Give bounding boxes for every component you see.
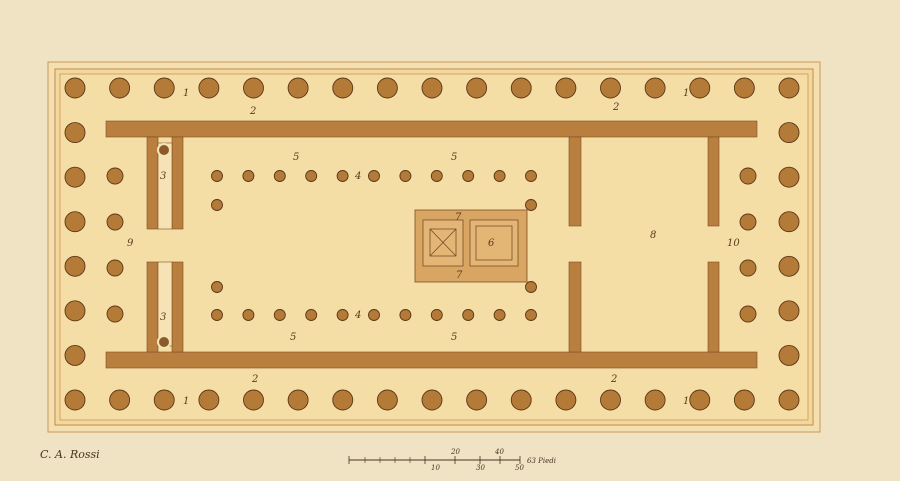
cella-column — [243, 171, 254, 182]
peristyle-column — [779, 123, 799, 143]
porch-column-west — [107, 168, 123, 184]
porch-column-east — [740, 306, 756, 322]
scale-label-50: 50 — [515, 464, 524, 472]
peristyle-column — [65, 256, 85, 276]
label-10: 10 — [727, 238, 740, 249]
artist-signature: C. A. Rossi — [40, 448, 100, 461]
peristyle-column — [65, 123, 85, 143]
cella-column — [274, 310, 285, 321]
cella-column — [494, 171, 505, 182]
peristyle-column — [690, 78, 710, 98]
label-2: 2 — [250, 106, 257, 117]
cella-column — [369, 310, 380, 321]
scale-label-40: 40 — [495, 448, 504, 456]
peristyle-column — [467, 78, 487, 98]
west-anta-bottom-2 — [172, 262, 183, 352]
label-7: 7 — [455, 212, 462, 223]
peristyle-column — [65, 78, 85, 98]
label-3: 3 — [160, 171, 167, 182]
cella-column — [274, 171, 285, 182]
cella-column — [306, 171, 317, 182]
peristyle-column — [556, 78, 576, 98]
peristyle-column — [110, 78, 130, 98]
peristyle-column — [65, 167, 85, 187]
cella-column — [463, 171, 474, 182]
south-wall — [106, 352, 757, 368]
cella-column — [369, 171, 380, 182]
peristyle-column — [645, 390, 665, 410]
peristyle-column — [779, 256, 799, 276]
cella-column — [212, 310, 223, 321]
cella-column — [243, 310, 254, 321]
porch-column-east — [740, 168, 756, 184]
peristyle-column — [511, 78, 531, 98]
scale-label-63-piedi: 63 Piedi — [527, 457, 556, 465]
peristyle-column — [734, 78, 754, 98]
peristyle-column — [511, 390, 531, 410]
label-1: 1 — [683, 396, 690, 407]
cella-column — [400, 310, 411, 321]
peristyle-column — [154, 390, 174, 410]
cella-column — [526, 200, 537, 211]
east-cross-wall-top — [569, 137, 581, 226]
peristyle-column — [377, 78, 397, 98]
peristyle-column — [779, 301, 799, 321]
porch-column-west — [107, 214, 123, 230]
peristyle-column — [690, 390, 710, 410]
label-5: 5 — [293, 152, 300, 163]
label-7: 7 — [456, 270, 463, 281]
peristyle-column — [65, 390, 85, 410]
east-cross-wall-bottom — [569, 262, 581, 352]
east-anta-top — [708, 137, 719, 226]
label-2: 2 — [252, 374, 259, 385]
cella-column — [431, 171, 442, 182]
west-anta-top — [147, 137, 158, 229]
cella-column — [526, 171, 537, 182]
cella-column — [431, 310, 442, 321]
label-6: 6 — [488, 238, 495, 249]
cella-column — [306, 310, 317, 321]
peristyle-column — [779, 390, 799, 410]
label-8: 8 — [650, 230, 657, 241]
west-anta-bottom — [147, 262, 158, 352]
peristyle-column — [422, 390, 442, 410]
cella-column — [212, 282, 223, 293]
cella-column — [526, 310, 537, 321]
peristyle-column — [556, 390, 576, 410]
peristyle-column — [467, 390, 487, 410]
peristyle-column — [422, 78, 442, 98]
peristyle-column — [110, 390, 130, 410]
label-1: 1 — [183, 88, 190, 99]
label-4: 4 — [355, 310, 362, 321]
peristyle-column — [199, 390, 219, 410]
cella-column — [212, 171, 223, 182]
peristyle-column — [333, 78, 353, 98]
east-anta-bottom — [708, 262, 719, 352]
label-2: 2 — [611, 374, 618, 385]
label-4: 4 — [355, 171, 362, 182]
peristyle-column — [65, 345, 85, 365]
cella-column — [400, 171, 411, 182]
peristyle-column — [154, 78, 174, 98]
cella-column — [337, 310, 348, 321]
north-wall — [106, 121, 757, 137]
label-1: 1 — [183, 396, 190, 407]
scale-label-10: 10 — [431, 464, 440, 472]
label-5: 5 — [451, 152, 458, 163]
porch-column-east — [740, 260, 756, 276]
peristyle-column — [601, 390, 621, 410]
cella-column — [494, 310, 505, 321]
label-9: 9 — [127, 238, 134, 249]
peristyle-column — [288, 390, 308, 410]
peristyle-column — [288, 78, 308, 98]
scale-label-20: 20 — [451, 448, 460, 456]
statue-base — [415, 210, 527, 282]
peristyle-column — [779, 212, 799, 232]
porch-column-west — [107, 306, 123, 322]
peristyle-column — [734, 390, 754, 410]
peristyle-column — [779, 167, 799, 187]
label-5: 5 — [451, 332, 458, 343]
peristyle-column — [779, 345, 799, 365]
porch-column-east — [740, 214, 756, 230]
cella-column — [212, 200, 223, 211]
peristyle-column — [333, 390, 353, 410]
peristyle-column — [244, 390, 264, 410]
scale-label-30: 30 — [476, 464, 485, 472]
peristyle-column — [199, 78, 219, 98]
peristyle-column — [244, 78, 264, 98]
porch-column-west — [107, 260, 123, 276]
cella-column — [463, 310, 474, 321]
west-anta-top-2 — [172, 137, 183, 229]
label-2: 2 — [613, 102, 620, 113]
peristyle-column — [779, 78, 799, 98]
peristyle-column — [65, 301, 85, 321]
cella-column — [337, 171, 348, 182]
peristyle-column — [601, 78, 621, 98]
cella-column — [526, 282, 537, 293]
label-5: 5 — [290, 332, 297, 343]
label-3: 3 — [160, 312, 167, 323]
label-1: 1 — [683, 88, 690, 99]
peristyle-column — [65, 212, 85, 232]
peristyle-column — [377, 390, 397, 410]
peristyle-column — [645, 78, 665, 98]
